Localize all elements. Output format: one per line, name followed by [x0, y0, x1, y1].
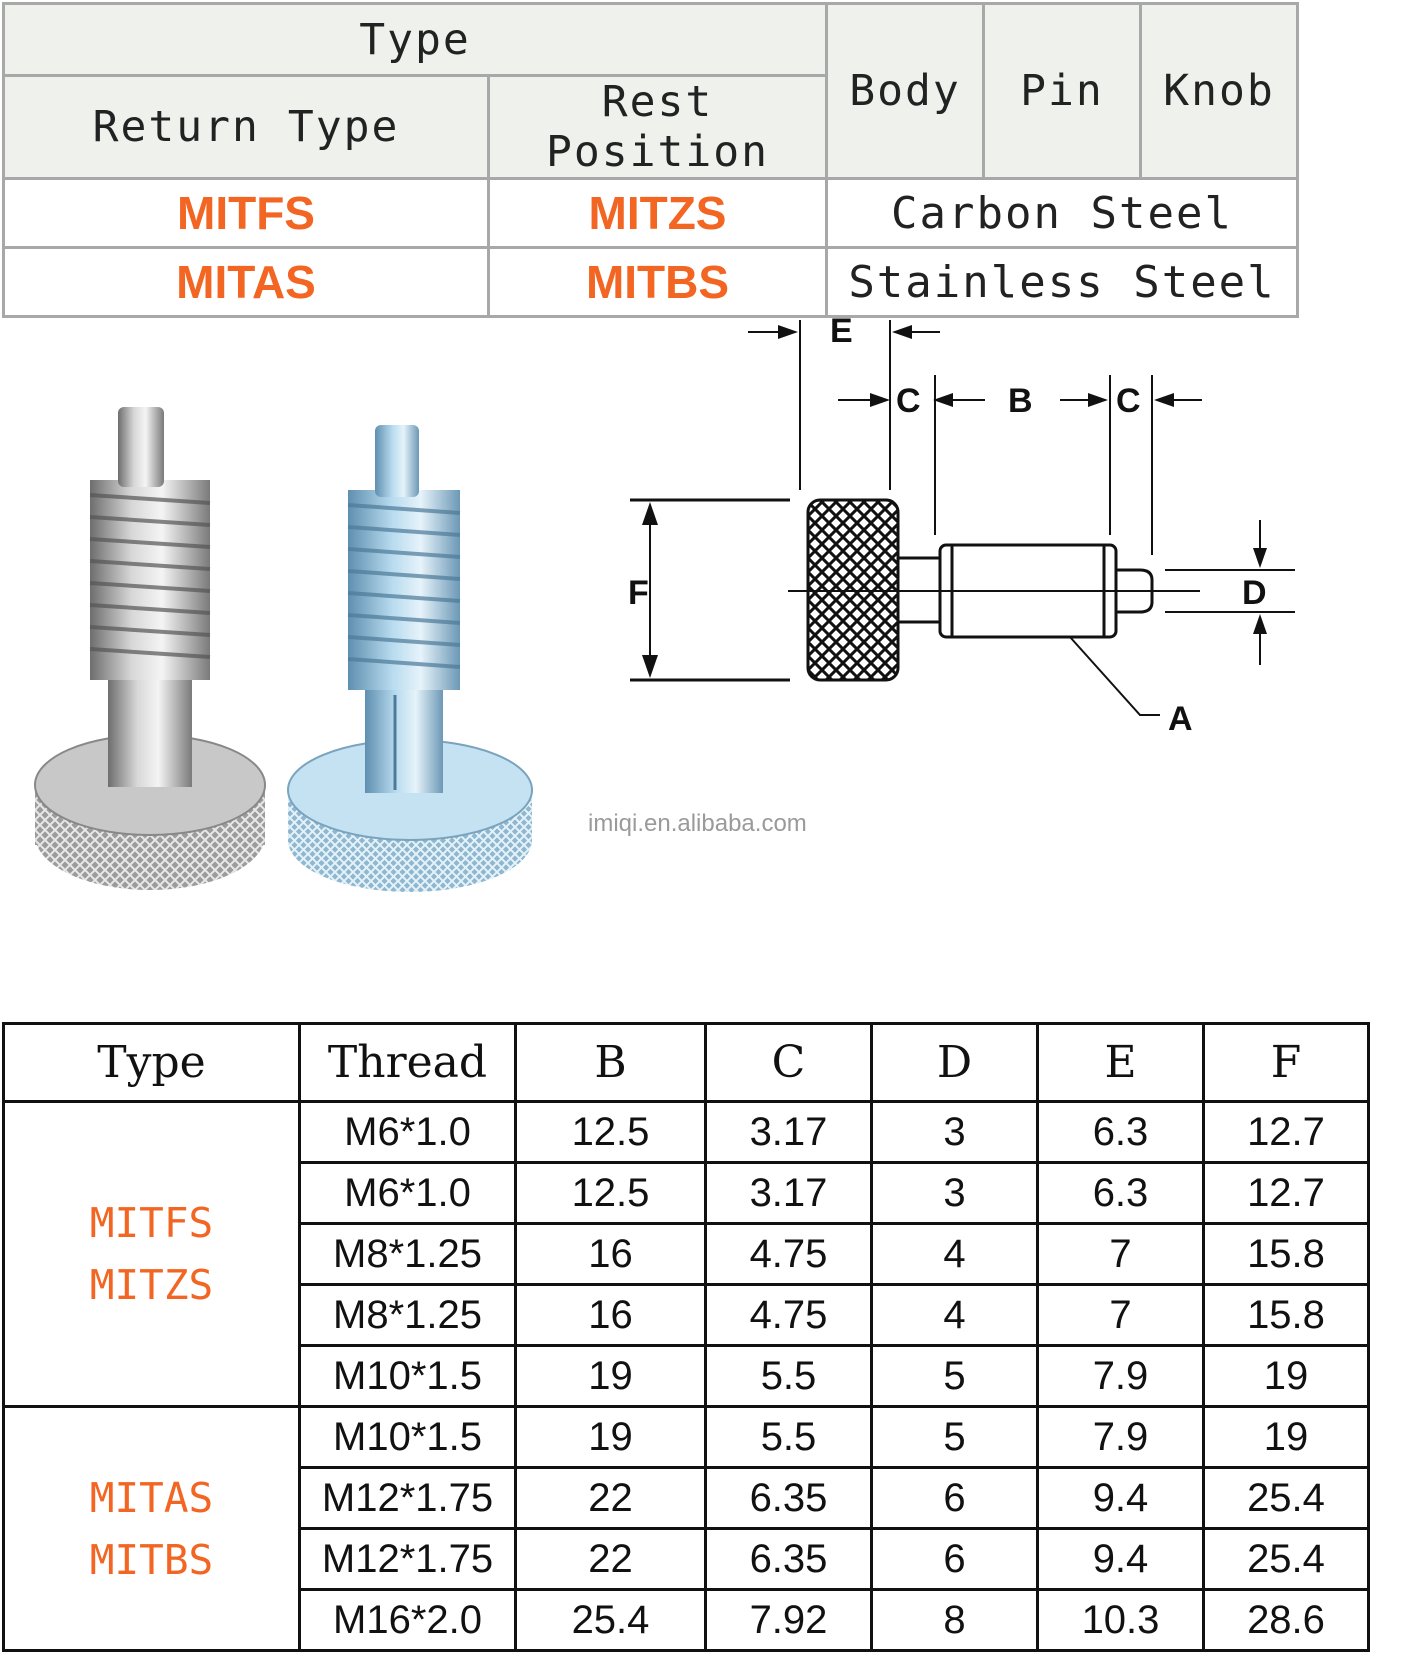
b-cell: 22	[516, 1529, 706, 1590]
thread-cell: M8*1.25	[300, 1285, 516, 1346]
label-f: F	[628, 574, 649, 612]
f-cell: 12.7	[1204, 1102, 1369, 1163]
header-return-type: Return Type	[4, 76, 489, 179]
thread-cell: M6*1.0	[300, 1102, 516, 1163]
b-cell: 12.5	[516, 1102, 706, 1163]
return-type-code: MITAS	[4, 248, 489, 317]
d-cell: 3	[872, 1163, 1038, 1224]
label-a: A	[1168, 700, 1193, 738]
f-cell: 12.7	[1204, 1163, 1369, 1224]
col-header-thread: Thread	[300, 1024, 516, 1102]
f-cell: 25.4	[1204, 1529, 1369, 1590]
c-cell: 6.35	[706, 1468, 872, 1529]
type-group-cell	[4, 1102, 300, 1407]
f-cell: 15.8	[1204, 1224, 1369, 1285]
label-e: E	[830, 312, 853, 350]
c-cell: 5.5	[706, 1346, 872, 1407]
technical-drawing	[628, 312, 1360, 790]
zinc-plunger-image	[288, 425, 532, 892]
type-code: MITZS	[89, 1261, 214, 1309]
rest-position-code: MITBS	[489, 248, 827, 317]
product-photo	[20, 395, 580, 970]
thread-cell: M16*2.0	[300, 1590, 516, 1651]
f-cell: 19	[1204, 1346, 1369, 1407]
thread-cell: M10*1.5	[300, 1407, 516, 1468]
table-row	[4, 1407, 1369, 1468]
header-body: Body	[827, 4, 984, 179]
b-cell: 19	[516, 1407, 706, 1468]
b-cell: 25.4	[516, 1590, 706, 1651]
col-header-d: D	[872, 1024, 1038, 1102]
d-cell: 6	[872, 1468, 1038, 1529]
f-cell: 19	[1204, 1407, 1369, 1468]
b-cell: 22	[516, 1468, 706, 1529]
col-header-c: C	[706, 1024, 872, 1102]
f-cell: 28.6	[1204, 1590, 1369, 1651]
e-cell: 9.4	[1038, 1529, 1204, 1590]
label-c: C	[896, 382, 921, 420]
e-cell: 7.9	[1038, 1407, 1204, 1468]
d-cell: 8	[872, 1590, 1038, 1651]
e-cell: 7	[1038, 1224, 1204, 1285]
c-cell: 3.17	[706, 1102, 872, 1163]
material-value: Stainless Steel	[827, 248, 1298, 317]
f-cell: 15.8	[1204, 1285, 1369, 1346]
e-cell: 6.3	[1038, 1163, 1204, 1224]
return-type-code: MITFS	[4, 179, 489, 248]
c-cell: 4.75	[706, 1224, 872, 1285]
d-cell: 5	[872, 1346, 1038, 1407]
type-code: MITFS	[89, 1199, 214, 1247]
b-cell: 19	[516, 1346, 706, 1407]
b-cell: 16	[516, 1224, 706, 1285]
header-pin: Pin	[984, 4, 1141, 179]
col-header-e: E	[1038, 1024, 1204, 1102]
dimension-table	[2, 1022, 1370, 1652]
header-rest-position: Rest Position	[489, 76, 827, 179]
stainless-plunger-image	[35, 407, 265, 890]
c-cell: 6.35	[706, 1529, 872, 1590]
thread-cell: M12*1.75	[300, 1468, 516, 1529]
e-cell: 7.9	[1038, 1346, 1204, 1407]
watermark-text: imiqi.en.alibaba.com	[588, 810, 807, 837]
col-header-type: Type	[4, 1024, 300, 1102]
e-cell: 10.3	[1038, 1590, 1204, 1651]
e-cell: 9.4	[1038, 1468, 1204, 1529]
header-knob: Knob	[1141, 4, 1298, 179]
c-cell: 7.92	[706, 1590, 872, 1651]
d-cell: 6	[872, 1529, 1038, 1590]
f-cell: 25.4	[1204, 1468, 1369, 1529]
type-group-cell	[4, 1407, 300, 1651]
label-c: C	[1116, 382, 1141, 420]
header-type: Type	[4, 4, 827, 76]
type-code: MITBS	[89, 1535, 214, 1584]
rest-position-code: MITZS	[489, 179, 827, 248]
d-cell: 4	[872, 1224, 1038, 1285]
thread-cell: M10*1.5	[300, 1346, 516, 1407]
c-cell: 5.5	[706, 1407, 872, 1468]
thread-cell: M6*1.0	[300, 1163, 516, 1224]
label-d: D	[1242, 574, 1267, 612]
label-b: B	[1008, 382, 1033, 420]
c-cell: 3.17	[706, 1163, 872, 1224]
table-row	[4, 1102, 1369, 1163]
e-cell: 6.3	[1038, 1102, 1204, 1163]
d-cell: 3	[872, 1102, 1038, 1163]
b-cell: 16	[516, 1285, 706, 1346]
b-cell: 12.5	[516, 1163, 706, 1224]
c-cell: 4.75	[706, 1285, 872, 1346]
material-table	[2, 2, 1299, 318]
thread-cell: M12*1.75	[300, 1529, 516, 1590]
type-code: MITAS	[89, 1473, 214, 1522]
d-cell: 5	[872, 1407, 1038, 1468]
col-header-f: F	[1204, 1024, 1369, 1102]
material-value: Carbon Steel	[827, 179, 1298, 248]
d-cell: 4	[872, 1285, 1038, 1346]
e-cell: 7	[1038, 1285, 1204, 1346]
col-header-b: B	[516, 1024, 706, 1102]
thread-cell: M8*1.25	[300, 1224, 516, 1285]
